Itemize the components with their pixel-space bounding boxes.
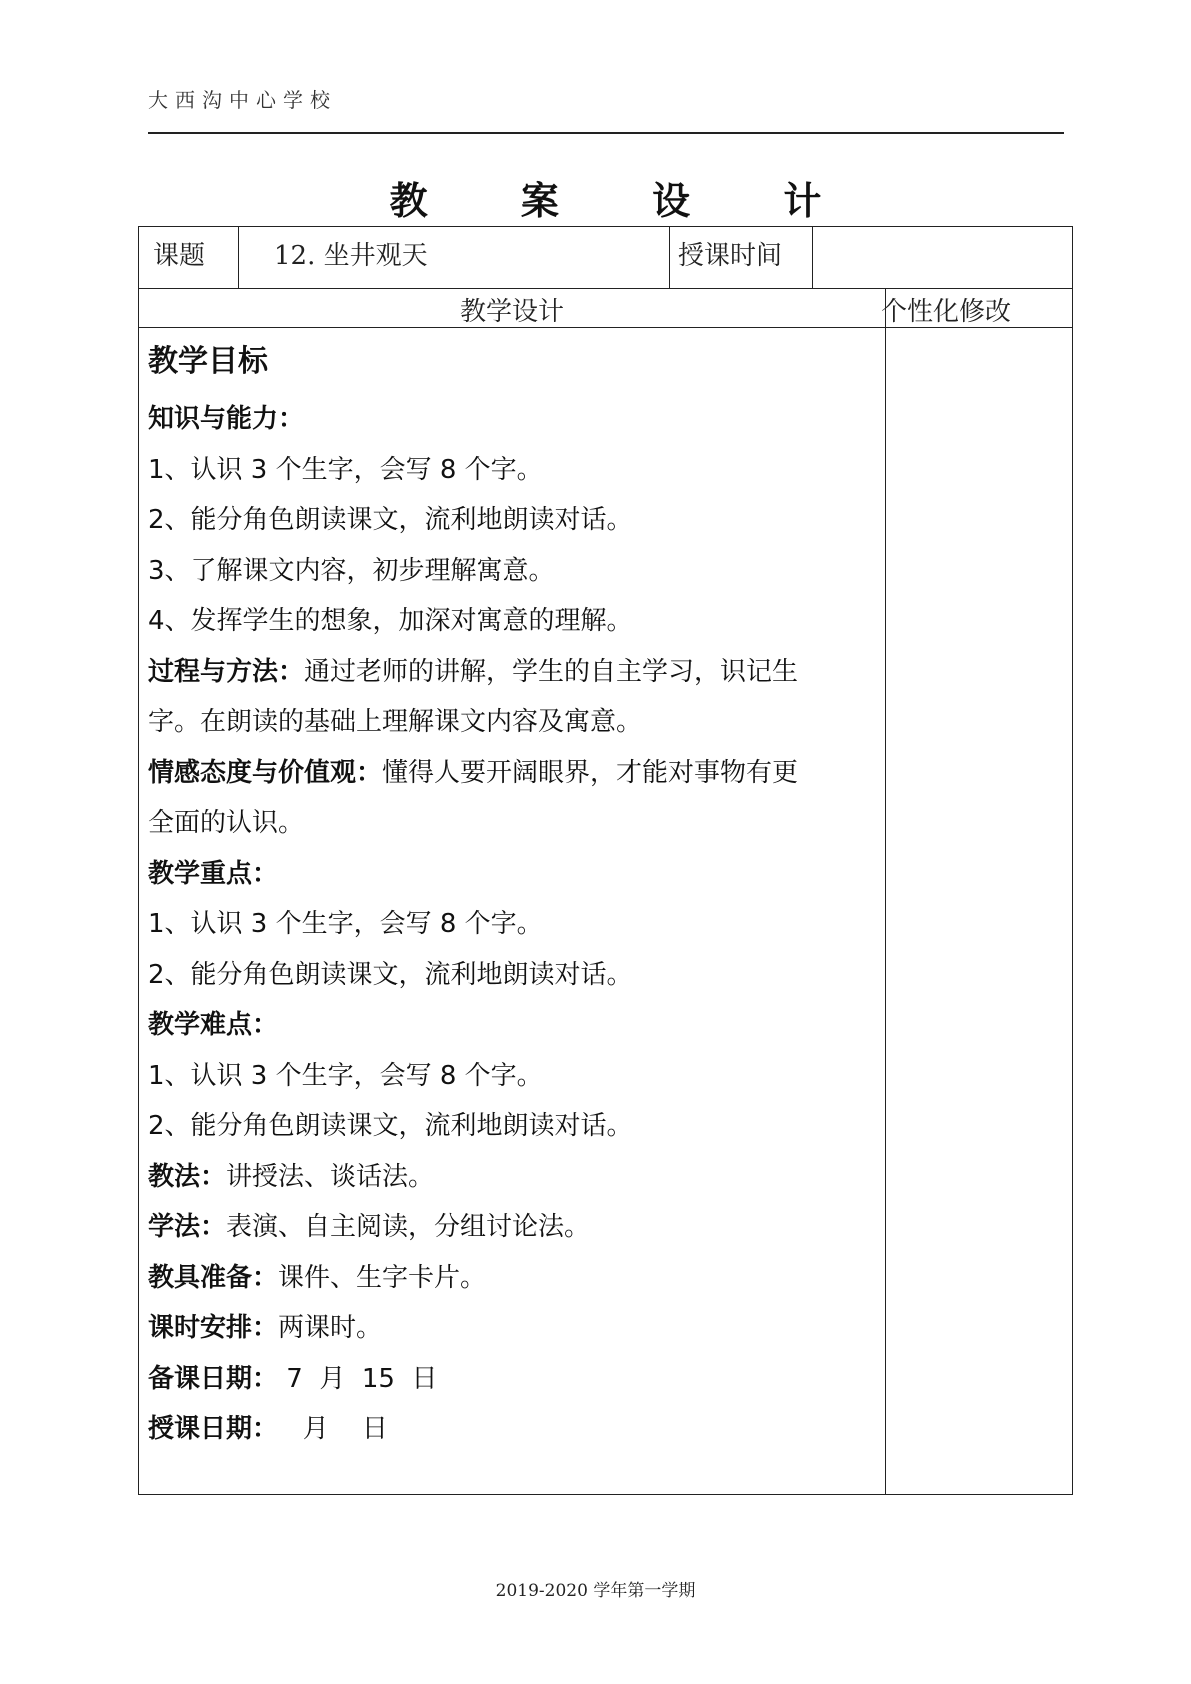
emotion-text-cont: 全面的认识。 (148, 808, 305, 838)
schedule-label: 课时安排： (148, 1313, 279, 1343)
list-item: 2、能分角色朗读课文，流利地朗读对话。 (148, 959, 633, 990)
header-divider (148, 132, 1064, 134)
schedule-text: 两课时。 (278, 1313, 383, 1343)
difficult-points-label: 教学难点： (148, 1010, 279, 1040)
modify-column-header: 个性化修改 (881, 297, 1012, 327)
table-divider (885, 288, 886, 1494)
learning-method-text: 表演、自主阅读，分组讨论法。 (226, 1212, 591, 1242)
page-title: 教 案 设 计 (389, 179, 862, 223)
table-divider (669, 227, 670, 288)
table-divider (139, 288, 1072, 289)
list-item: 1、认识 3 个生字，会写 8 个字。 (148, 909, 543, 939)
table-divider (238, 227, 239, 288)
list-item: 3、了解课文内容，初步理解寓意。 (148, 555, 555, 586)
teaching-method-label: 教法： (148, 1161, 227, 1192)
teach-date-text: 月 日 (278, 1414, 388, 1444)
process-text: 通过老师的讲解，学生的自主学习，识记生 (304, 656, 799, 687)
emotion-label: 情感态度与价值观： (148, 757, 383, 788)
tools-text: 课件、生字卡片。 (278, 1262, 487, 1293)
process-text-cont: 字。在朗读的基础上理解课文内容及寓意。 (148, 707, 643, 737)
time-label: 授课时间 (678, 241, 783, 271)
teach-date-label: 授课日期： (148, 1414, 279, 1444)
knowledge-label: 知识与能力： (148, 404, 305, 434)
table-divider (812, 227, 813, 288)
list-item: 2、能分角色朗读课文，流利地朗读对话。 (148, 1111, 633, 1141)
teaching-method-text: 讲授法、谈话法。 (226, 1161, 435, 1192)
design-column-header: 教学设计 (459, 297, 564, 327)
prep-date-text: 7 月 15 日 (278, 1363, 438, 1394)
learning-method-label: 学法： (148, 1212, 227, 1242)
process-label: 过程与方法： (148, 656, 305, 687)
footer-term: 2019-2020 学年第一学期 (495, 1581, 696, 1601)
objectives-heading: 教学目标 (148, 344, 268, 379)
topic-label: 课题 (153, 241, 206, 271)
emotion-text: 懂得人要开阔眼界，才能对事物有更 (382, 757, 799, 788)
list-item: 1、认识 3 个生字，会写 8 个字。 (148, 454, 543, 485)
school-name: 大西沟中心学校 (148, 88, 337, 112)
lesson-content (148, 334, 878, 1455)
list-item: 1、认识 3 个生字，会写 8 个字。 (148, 1060, 543, 1091)
key-points-label: 教学重点： (148, 858, 279, 889)
tools-label: 教具准备： (148, 1262, 279, 1293)
topic-value: 12. 坐井观天 (274, 241, 428, 271)
list-item: 4、发挥学生的想象，加深对寓意的理解。 (148, 606, 633, 636)
prep-date-label: 备课日期： (148, 1363, 279, 1394)
list-item: 2、能分角色朗读课文，流利地朗读对话。 (148, 505, 633, 535)
